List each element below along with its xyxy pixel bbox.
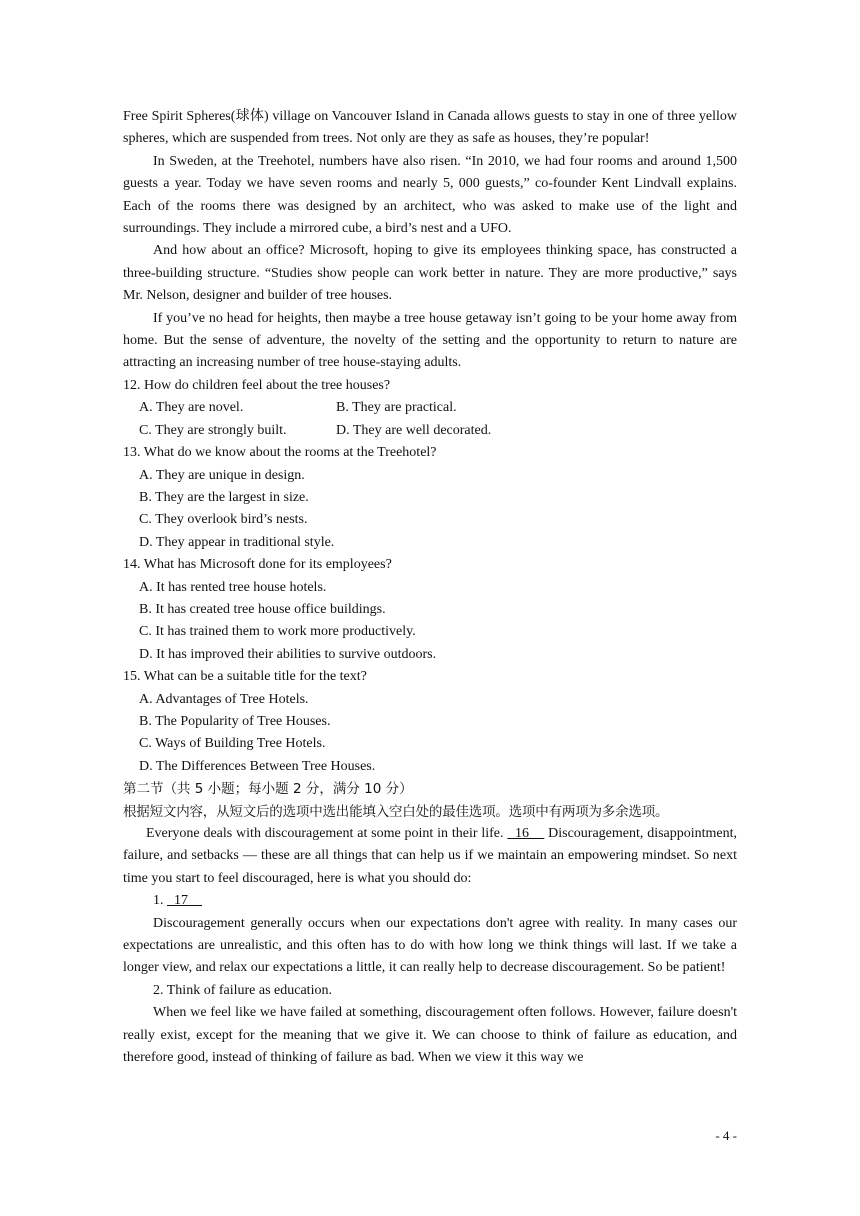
paragraph-failure: When we feel like we have failed at something, discouragement often follows. However, failure doesn't really exist, except for the meaning that we give it. We can choose to think of failure as education, and therefore good, instead of thinking of failure as bad. When we view it this way we <box>123 1005 737 1066</box>
blank-16-number: 16 <box>514 826 529 841</box>
question-12-stem: 12. How do children feel about the tree houses? <box>123 377 391 393</box>
section-2-heading: 第二节（共 5 小题；每小题 2 分，满分 10 分） <box>123 781 413 798</box>
option-15-c: C. Ways of Building Tree Hotels. <box>139 736 326 752</box>
question-13-stem: 13. What do we know about the rooms at the Treehotel? <box>123 445 437 461</box>
passage-paragraph-2: In Sweden, at the Treehotel, numbers have also risen. “In 2010, we had four rooms and around 1,500 guests a year. Today we have seven rooms and nearly 5, 000 guests,” co-founder Kent Lindvall explains. Each of the rooms there was designed by an architect, who was asked to make use of the light and surroundings. They include a mirrored cube, a bird’s nest and a UFO. <box>123 153 737 237</box>
section-2-instruction: 根据短文内容，从短文后的选项中选出能填入空白处的最佳选项。选项中有两项为多余选项。 <box>123 803 669 820</box>
option-15-d: D. The Differences Between Tree Houses. <box>139 758 376 774</box>
question-15-stem: 15. What can be a suitable title for the text? <box>123 669 367 685</box>
passage-paragraph-4: If you’ve no head for heights, then maybe a tree house getaway isn’t going to be your home away from home. But the sense of adventure, the novelty of the setting and the opportunity to return to nature are attracting an increasing number of tree house-staying adults. <box>123 310 737 371</box>
cloze-item-1 <box>123 890 737 912</box>
cloze-intro-paragraph <box>123 823 737 890</box>
option-12-b: B. They are practical. <box>336 400 457 416</box>
document-page <box>123 106 737 1069</box>
option-13-b: B. They are the largest in size. <box>139 489 309 505</box>
option-14-b: B. It has created tree house office buildings. <box>139 601 386 617</box>
option-14-c: C. It has trained them to work more productively. <box>139 624 416 640</box>
passage-paragraph-1: Free Spirit Spheres(球体) village on Vancouver Island in Canada allows guests to stay in one of three yellow spheres, which are suspended from trees. Not only are they as safe as houses, they’re popular! <box>123 109 737 147</box>
option-12-a: A. They are novel. <box>139 400 244 416</box>
item-1-number: 1. <box>153 893 164 909</box>
page-number: - 4 - <box>715 1128 737 1143</box>
cloze-intro-after: Discouragement, disappointment, failure, and setbacks — these are all things that can help us if we maintain an empowering mindset. So next time you start to feel discouraged, here is what you should do: <box>123 826 738 886</box>
paragraph-patience: Discouragement generally occurs when our expectations don't agree with reality. In many cases our expectations are unrealistic, and this often has to do with how long we think things will last. If we take a longer view, and relax our expectations a little, it can really help to decrease discouragement. So be patient! <box>123 915 737 976</box>
option-14-a: A. It has rented tree house hotels. <box>139 579 327 595</box>
option-15-a: A. Advantages of Tree Hotels. <box>139 691 309 707</box>
blank-16 <box>507 826 544 841</box>
option-13-a: A. They are unique in design. <box>139 467 305 483</box>
option-14-d: D. It has improved their abilities to survive outdoors. <box>139 646 437 662</box>
passage-paragraph-3: And how about an office? Microsoft, hoping to give its employees thinking space, has constructed a three-building structure. “Studies show people can work better in nature. They are more productive,” says Mr. Nelson, designer and builder of tree houses. <box>123 243 737 304</box>
option-13-c: C. They overlook bird’s nests. <box>139 512 308 528</box>
cloze-intro-before: Everyone deals with discouragement at some point in their life. <box>146 826 504 841</box>
cloze-item-2: 2. Think of failure as education. <box>153 982 332 998</box>
question-12-options-row-1 <box>139 397 737 419</box>
option-13-d: D. They appear in traditional style. <box>139 534 335 550</box>
option-12-d: D. They are well decorated. <box>336 422 492 438</box>
option-15-b: B. The Popularity of Tree Houses. <box>139 713 331 729</box>
blank-17 <box>167 893 202 908</box>
option-12-c: C. They are strongly built. <box>139 422 287 438</box>
blank-17-number: 17 <box>174 893 188 909</box>
question-14-stem: 14. What has Microsoft done for its employees? <box>123 557 392 573</box>
question-12-options-row-2 <box>139 420 737 442</box>
